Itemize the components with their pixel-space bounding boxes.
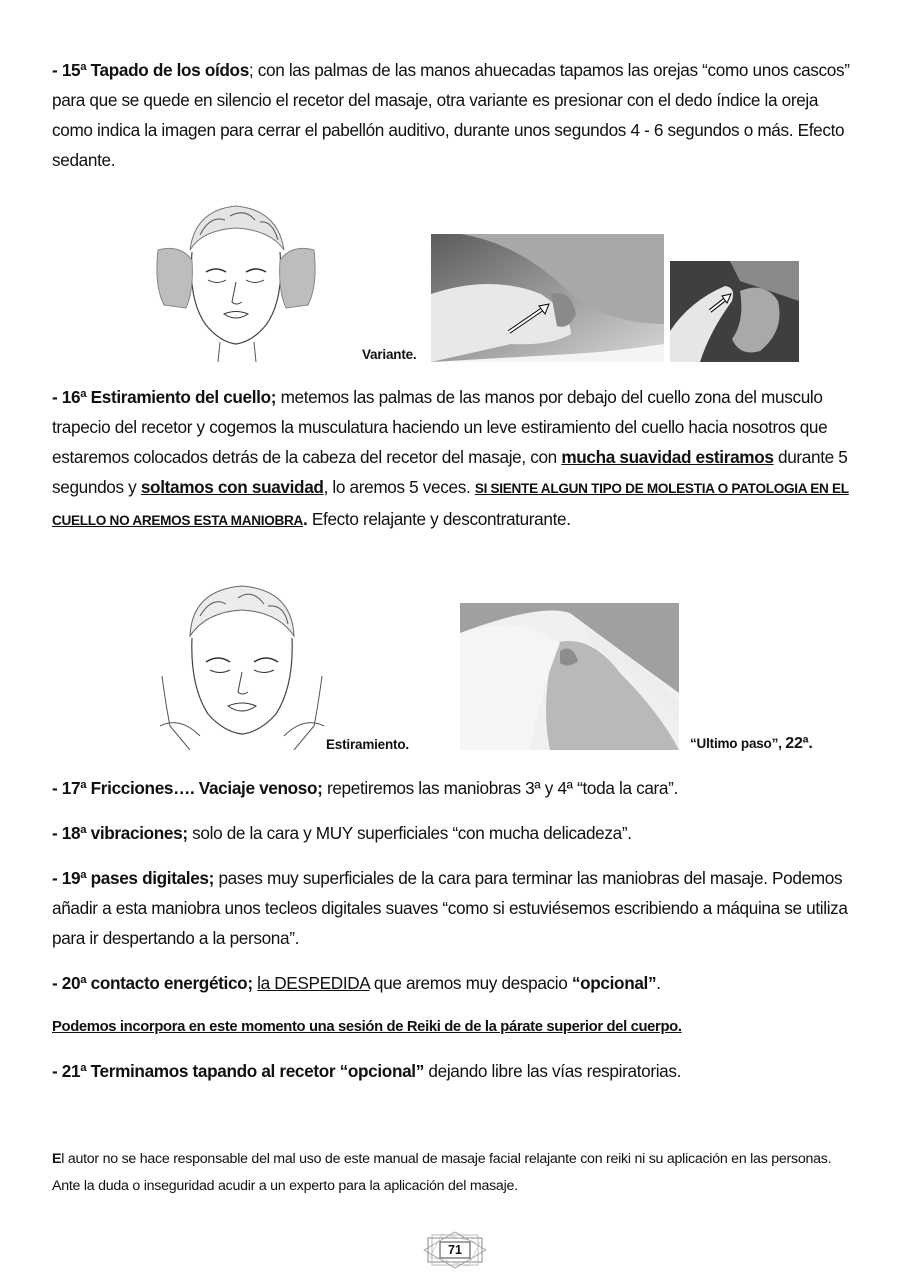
- section-17-title: - 17ª Fricciones…. Vaciaje venoso;: [52, 778, 323, 798]
- section-16-body-1: metemos las palmas de las manos por debajo del cuello zona del musculo trapecio del recetor y cogemos la musculatura haciendo un leve estiramiento del cuello hacia nosotros que estaremos colocados detrás de la cabeza del recetor del masaje, con: [52, 387, 828, 467]
- section-16-title: - 16ª Estiramiento del cuello;: [52, 387, 277, 407]
- face-drawing-neck-stretch: [160, 576, 324, 750]
- section-20-opcional: “opcional”: [571, 973, 657, 993]
- section-19-paragraph: [52, 863, 852, 953]
- section-19-title: - 19ª pases digitales;: [52, 868, 215, 888]
- photo-towel-over-face: [460, 603, 679, 750]
- section-16-body-4: Efecto relajante y descontraturante.: [307, 509, 571, 529]
- section-18-body: solo de la cara y MUY superficiales “con mucha delicadeza”.: [187, 823, 632, 843]
- section-21-paragraph: [52, 1056, 852, 1086]
- disclaimer-body: l autor no se hace responsable del mal uso de este manual de masaje facial relajante con reiki ni su aplicación en las personas. Ante la duda o inseguridad acudir a un experto para la aplicación del masaje.: [52, 1151, 832, 1194]
- section-16-body-3: , lo aremos 5 veces.: [323, 477, 475, 497]
- page-number: 71: [448, 1243, 462, 1257]
- section-18-title: - 18ª vibraciones;: [52, 823, 188, 843]
- section-15-title: 15ª Tapado de los oídos: [61, 60, 249, 80]
- section-16-paragraph: [52, 382, 852, 536]
- section-15-paragraph: [52, 55, 852, 175]
- section-20-end: .: [656, 973, 661, 993]
- caption-ultimo-paso: [690, 735, 813, 753]
- reiki-note: Podemos incorpora en este momento una sesión de Reiki de de la párate superior del cuerpo.: [52, 1019, 682, 1035]
- caption-estiramiento: Estiramiento.: [326, 737, 409, 752]
- section-16-warning-end: .: [303, 509, 308, 529]
- caption-ultimo-paso-text: “Ultimo paso”,: [690, 736, 786, 751]
- section-15-body: ; con las palmas de las manos ahuecadas tapamos las orejas “como unos cascos” para que se quede en silencio el recetor del masaje, otra variante es presionar con el dedo índice la oreja como indica la imagen para cerrar el pabellón auditivo, durante unos segundos 4 - 6 segundos o más. Efecto sedante.: [52, 60, 850, 170]
- section-15-dash: -: [52, 60, 62, 80]
- section-19-body: pases muy superficiales de la cara para terminar las maniobras del masaje. Podemos añadir a esta maniobra unos tecleos digitales suaves “como si estuviésemos escribiendo a máquina se utiliza para ir despertando a la persona”.: [52, 868, 848, 948]
- section-21-body: dejando libre las vías respiratorias.: [423, 1061, 682, 1081]
- section-17-paragraph: [52, 773, 852, 803]
- section-20-body: que aremos muy despacio: [369, 973, 572, 993]
- section-20-despedida: la DESPEDIDA: [257, 973, 370, 993]
- section-16-warning: SI SIENTE ALGUN TIPO DE MOLESTIA O PATOLOGIA EN EL CUELLO NO AREMOS ESTA MANIOBRA: [52, 481, 849, 528]
- section-21-title: - 21ª Terminamos tapando al recetor “opcional”: [52, 1061, 424, 1081]
- section-16-emphasis-2: soltamos con suavidad: [140, 477, 324, 497]
- disclaimer: [52, 1146, 842, 1200]
- section-16-emphasis-1: mucha suavidad estiramos: [561, 447, 774, 467]
- caption-ultimo-paso-number: 22ª.: [785, 735, 813, 752]
- face-drawing-ears-covered: [150, 190, 322, 362]
- section-20-title: - 20ª contacto energético;: [52, 973, 253, 993]
- caption-variante: Variante.: [362, 347, 417, 362]
- photo-finger-in-ear-closeup: [670, 261, 799, 362]
- disclaimer-first-letter: E: [52, 1151, 62, 1167]
- section-18-paragraph: [52, 818, 852, 848]
- section-16-body-2: durante 5 segundos y: [52, 447, 848, 497]
- photo-finger-pressing-ear: [431, 234, 664, 362]
- section-17-body: repetiremos las maniobras 3ª y 4ª “toda la cara”.: [322, 778, 678, 798]
- page-number-ornament: [422, 1231, 488, 1269]
- section-20-paragraph: [52, 968, 852, 998]
